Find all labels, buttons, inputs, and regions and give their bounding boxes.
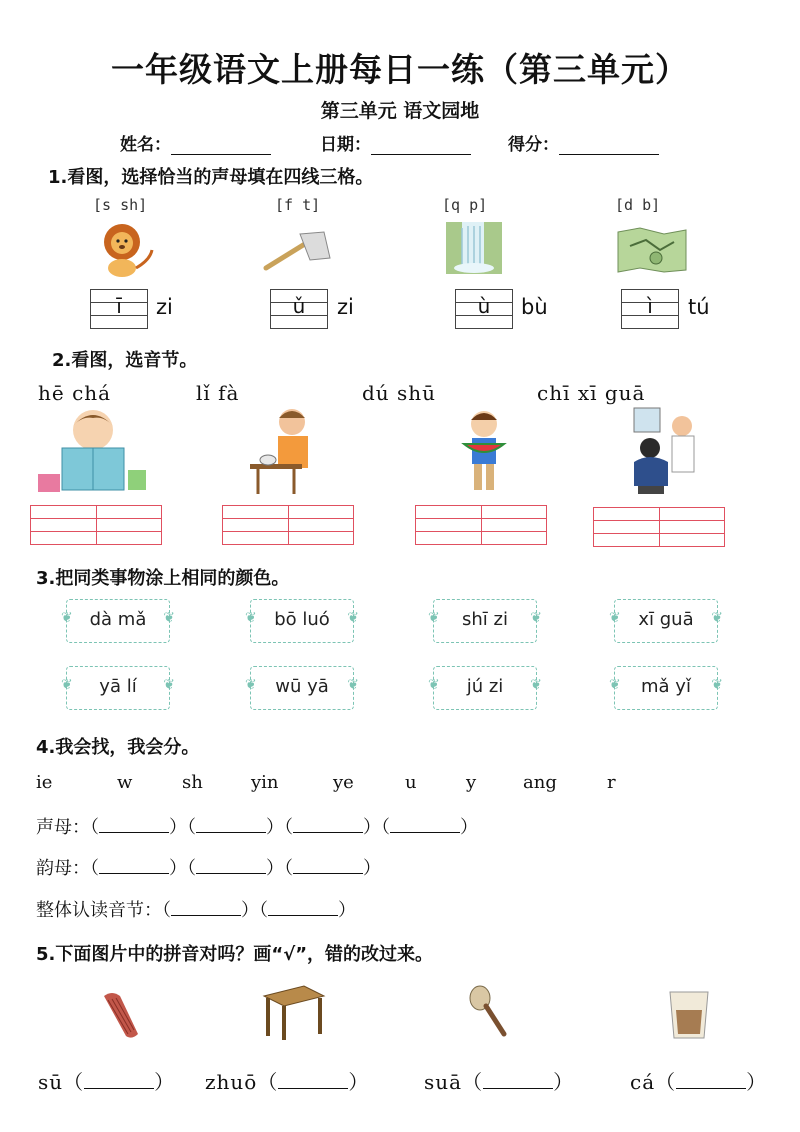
q1-options-3: [q p] (442, 196, 488, 214)
tea-drinking-man-icon (248, 404, 328, 496)
shengmu-blank-4[interactable] (390, 814, 460, 833)
q5-item-2: zhuō（ ） (205, 1070, 370, 1094)
q1-options-1: [s sh] (93, 196, 148, 214)
q5-pinyin-3: suā (424, 1070, 463, 1094)
q2-answer-grid-2[interactable] (222, 505, 354, 545)
q5-pinyin-2: zhuō (205, 1070, 258, 1094)
page-title: 一年级语文上册每日一练（第三单元） (111, 50, 689, 89)
name-label: 姓名： (120, 135, 171, 155)
q1-syllable-4: tú (688, 295, 710, 319)
q4-yunmu-row: 韵母：（ ）（ ）（ ） (36, 854, 381, 880)
axe-icon (262, 228, 334, 274)
q2-option-2: lǐ fà (196, 381, 240, 405)
q1-grid-3[interactable] (455, 289, 513, 329)
zhengti-blank-1[interactable] (171, 897, 241, 916)
lion-icon (92, 220, 158, 280)
q1-grid-4[interactable] (621, 289, 679, 329)
q1-tone-2: ǔ (292, 294, 306, 318)
date-blank[interactable] (371, 134, 471, 155)
yunmu-label: 韵母： (36, 858, 90, 879)
q5-blank-4[interactable] (676, 1070, 746, 1089)
q2-option-3: dú shū (362, 381, 437, 405)
q4-letter-1: ie (36, 772, 53, 793)
q2-title: 2.看图，选音节。 (52, 350, 198, 371)
q3-card-1[interactable]: ❦ dà mǎ ❦ (66, 599, 170, 643)
q5-blank-3[interactable] (483, 1070, 553, 1089)
score-label: 得分： (508, 135, 559, 155)
shengmu-blank-1[interactable] (99, 814, 169, 833)
name-field[interactable] (120, 130, 271, 155)
date-label: 日期： (320, 135, 371, 155)
q5-item-1: sū（ ） (38, 1070, 176, 1094)
q5-title: 5.下面图片中的拼音对吗？画“√”，错的改过来。 (36, 944, 434, 965)
yunmu-blank-2[interactable] (196, 855, 266, 874)
zhengti-blank-2[interactable] (268, 897, 338, 916)
q3-card-8[interactable]: ❦ mǎ yǐ ❦ (614, 666, 718, 710)
q3-title: 3.把同类事物涂上相同的颜色。 (36, 568, 290, 589)
q2-answer-grid-4[interactable] (593, 507, 725, 547)
shengmu-blank-3[interactable] (293, 814, 363, 833)
q3-card-2[interactable]: ❦ bō luó ❦ (250, 599, 354, 643)
q1-syllable-3: bù (521, 295, 548, 319)
q5-blank-1[interactable] (84, 1070, 154, 1089)
waterfall-icon (446, 222, 502, 274)
q4-title: 4.我会找，我会分。 (36, 737, 200, 758)
barber-icon (628, 406, 698, 496)
q5-item-4: cá（ ） (630, 1070, 768, 1094)
q4-letter-2: w (117, 772, 133, 793)
q2-answer-grid-1[interactable] (30, 505, 162, 545)
zhengti-label: 整体认读音节： (36, 900, 162, 921)
q1-options-4: [d b] (615, 196, 661, 214)
q4-letter-4: yin (251, 772, 279, 793)
date-field[interactable] (320, 130, 471, 155)
q3-card-5[interactable]: ❦ yā lí ❦ (66, 666, 170, 710)
q4-letter-8: ang (523, 772, 557, 793)
q1-syllable-1: zi (156, 295, 173, 319)
q1-tone-1: ī (116, 294, 122, 318)
q4-letter-3: sh (182, 772, 203, 793)
q2-answer-grid-3[interactable] (415, 505, 547, 545)
q3-card-4[interactable]: ❦ xī guā ❦ (614, 599, 718, 643)
q1-grid-1[interactable] (90, 289, 148, 329)
q1-tone-3: ù (477, 294, 491, 318)
q4-letter-5: ye (333, 772, 354, 793)
reading-boy-icon (38, 404, 148, 496)
shengmu-blank-2[interactable] (196, 814, 266, 833)
q2-option-1: hē chá (38, 381, 112, 405)
q4-letter-9: r (607, 772, 616, 793)
brush-icon (466, 984, 510, 1038)
score-blank[interactable] (559, 134, 659, 155)
yunmu-blank-1[interactable] (99, 855, 169, 874)
q5-pinyin-4: cá (630, 1070, 656, 1094)
q2-option-4: chī xī guā (537, 381, 646, 405)
name-blank[interactable] (171, 134, 271, 155)
map-icon (616, 226, 688, 274)
q5-item-3: suā（ ） (424, 1070, 575, 1094)
q4-letter-7: y (466, 772, 477, 793)
q1-options-2: [f t] (275, 196, 321, 214)
q4-letter-6: u (405, 772, 417, 793)
q3-card-6[interactable]: ❦ wū yā ❦ (250, 666, 354, 710)
q5-blank-2[interactable] (278, 1070, 348, 1089)
q3-card-7[interactable]: ❦ jú zi ❦ (433, 666, 537, 710)
q1-syllable-2: zi (337, 295, 354, 319)
tea-cup-icon (666, 988, 712, 1042)
q1-title: 1.看图，选择恰当的声母填在四线三格。 (48, 167, 374, 188)
score-field[interactable] (508, 130, 659, 155)
yunmu-blank-3[interactable] (293, 855, 363, 874)
table-icon (262, 984, 326, 1042)
q4-shengmu-row: 声母：（ ）（ ）（ ）（ ） (36, 813, 478, 839)
shengmu-label: 声母： (36, 817, 90, 838)
q1-grid-2[interactable] (270, 289, 328, 329)
q1-tone-4: ì (647, 294, 653, 318)
watermelon-boy-icon (456, 408, 512, 496)
q4-zhengti-row: 整体认读音节：（ ）（ ） (36, 896, 356, 922)
q5-pinyin-1: sū (38, 1070, 64, 1094)
q3-card-3[interactable]: ❦ shī zi ❦ (433, 599, 537, 643)
comb-icon (98, 988, 144, 1042)
page-subtitle: 第三单元 语文园地 (320, 100, 480, 122)
